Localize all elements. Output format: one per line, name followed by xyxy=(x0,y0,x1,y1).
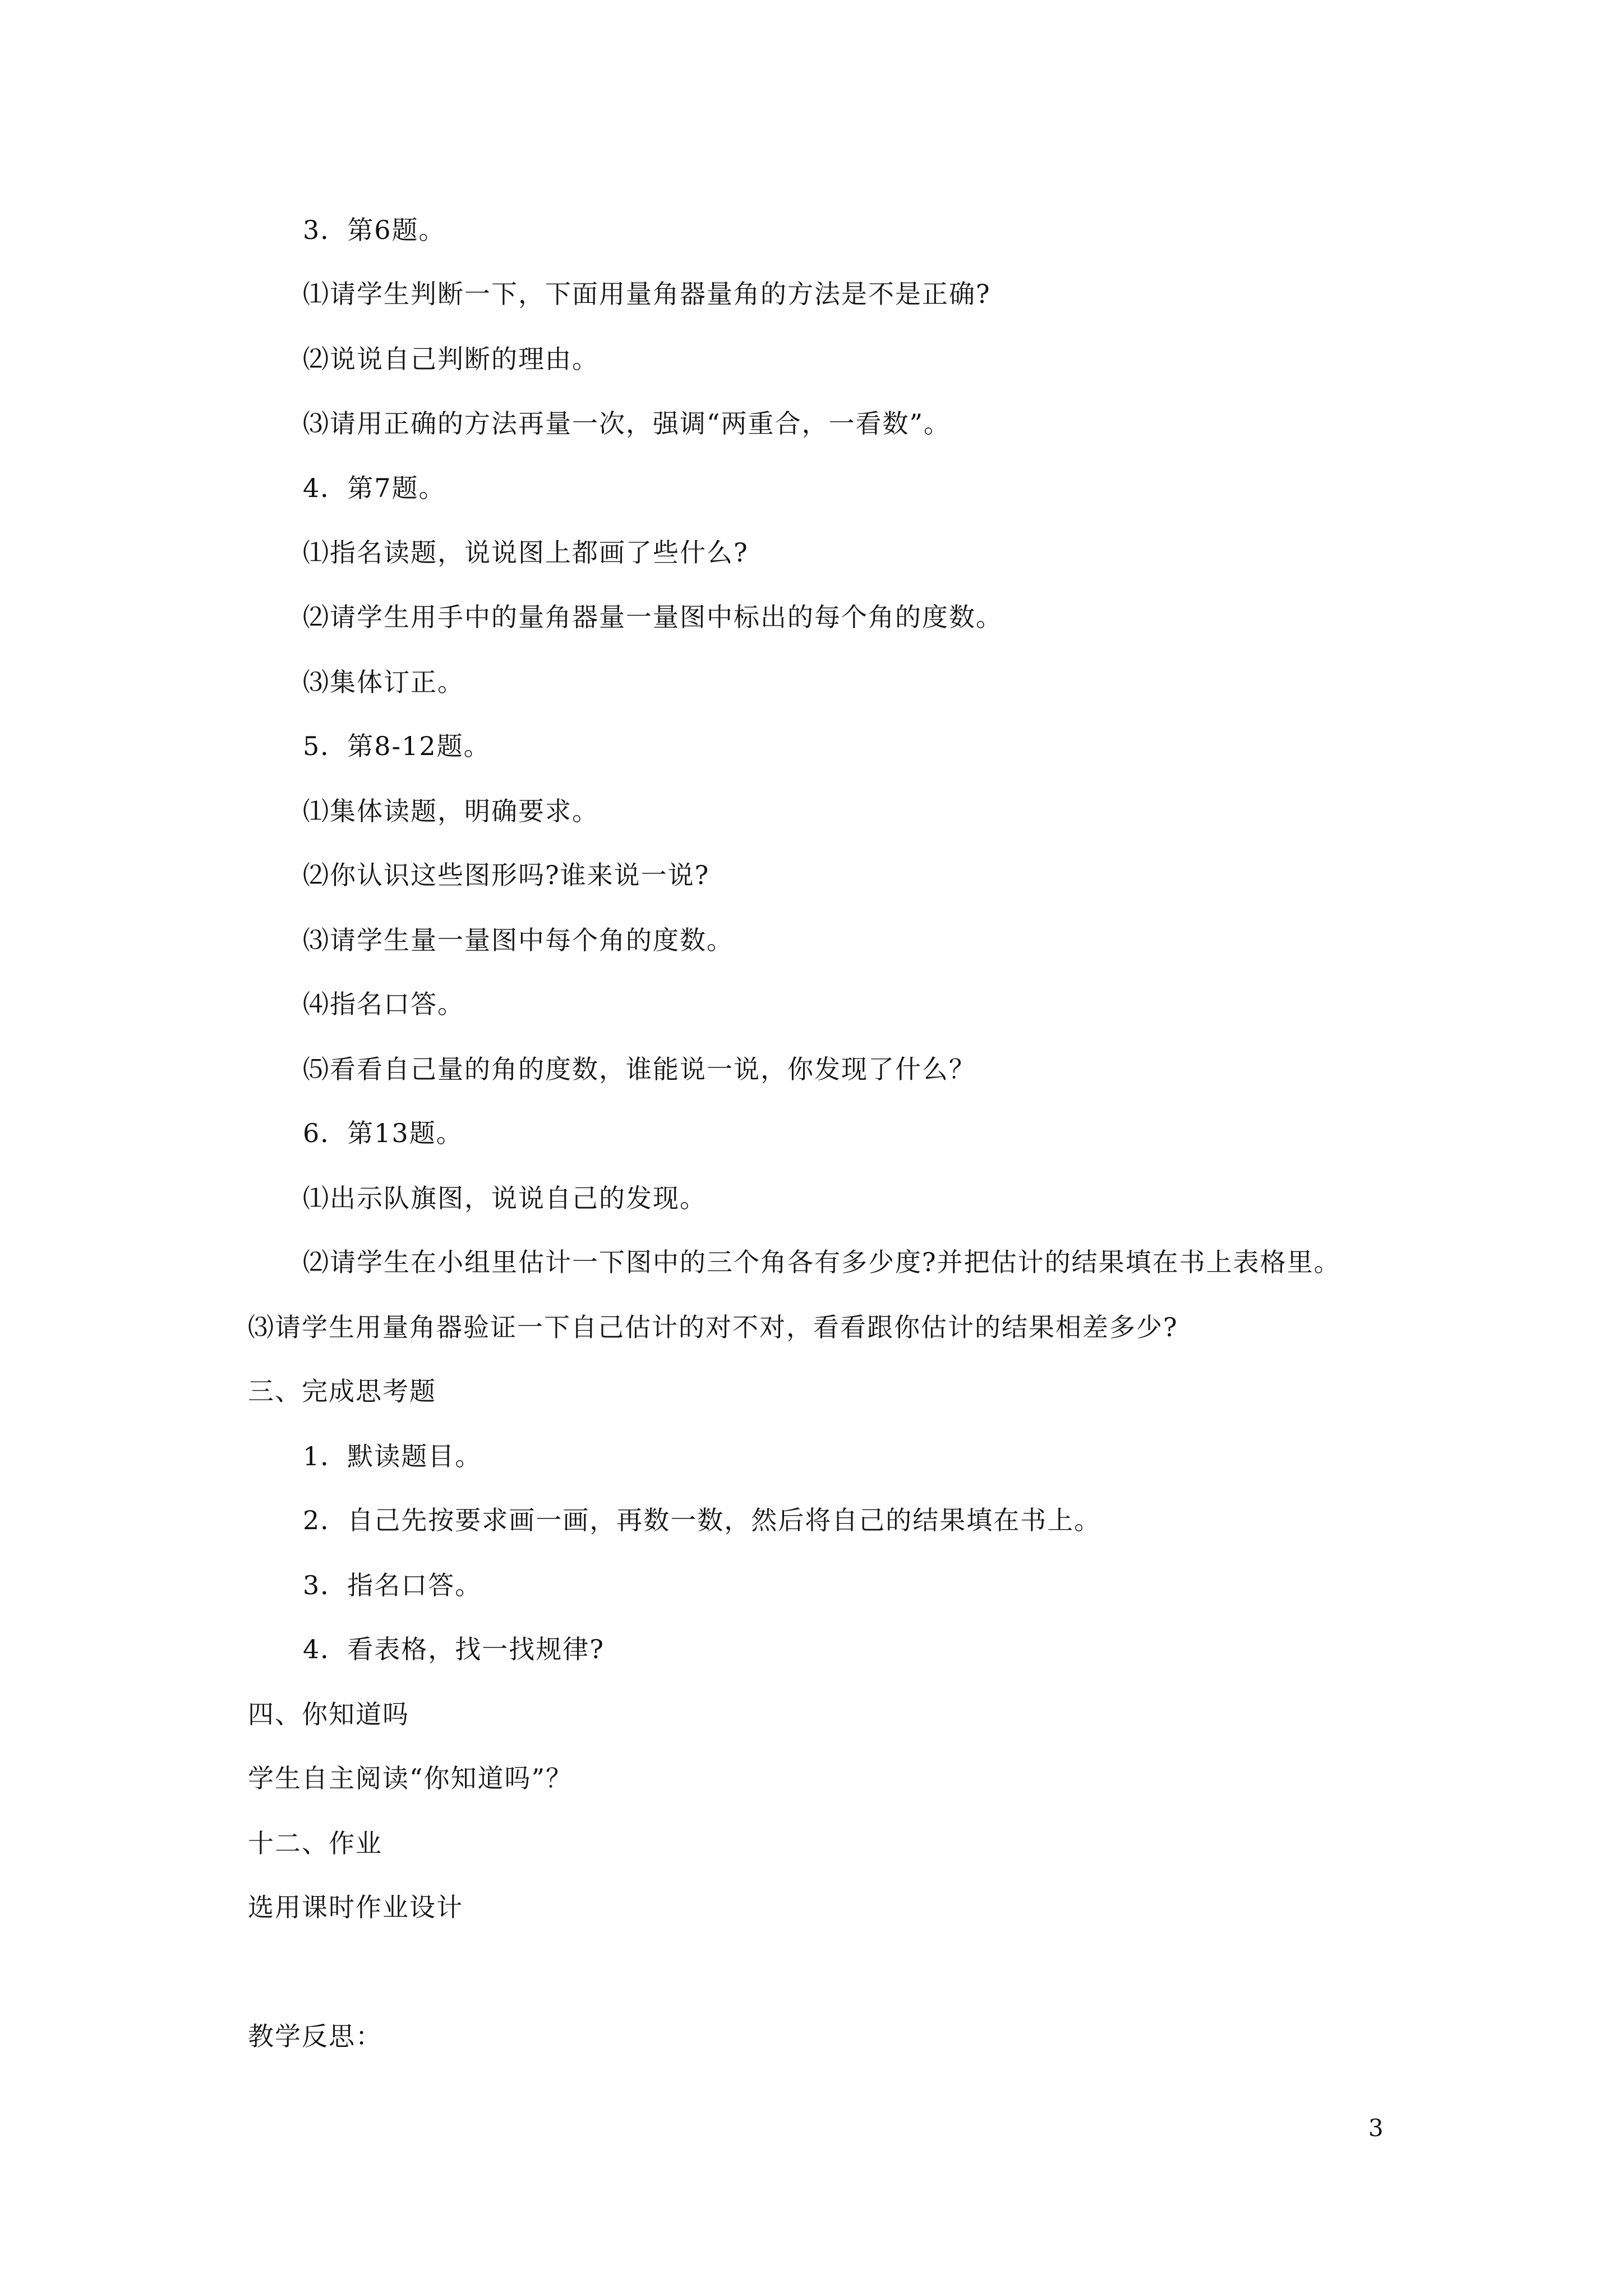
sub-item-5: ⑸看看自己量的角的度数，谁能说一说，你发现了什么？ xyxy=(303,1054,976,1084)
sub-item-2: ⑵请学生在小组里估计一下图中的三个角各有多少度?并把估计的结果填在书上表格里。 xyxy=(303,1247,1341,1277)
step-3: 3．指名口答。 xyxy=(303,1570,482,1600)
sub-item-1: ⑴出示队旗图，说说自己的发现。 xyxy=(303,1183,707,1213)
item-heading-3: 3．第6题。 xyxy=(303,215,446,245)
section-heading-4: 四、你知道吗 xyxy=(248,1699,409,1729)
step-4: 4．看表格，找一找规律? xyxy=(303,1634,605,1664)
sub-item-3: ⑶请用正确的方法再量一次，强调“两重合，一看数”。 xyxy=(303,408,951,439)
item-heading-4: 4．第7题。 xyxy=(303,473,446,503)
sub-item-2: ⑵说说自己判断的理由。 xyxy=(303,344,599,374)
sub-item-3: ⑶请学生量一量图中每个角的度数。 xyxy=(303,925,734,955)
sub-item-1: ⑴指名读题，说说图上都画了些什么? xyxy=(303,537,749,568)
section-heading-12: 十二、作业 xyxy=(248,1828,382,1858)
step-2: 2．自己先按要求画一画，再数一数，然后将自己的结果填在书上。 xyxy=(303,1505,1101,1535)
paragraph: 选用课时作业设计 xyxy=(248,1892,463,1922)
reflection-label: 教学反思： xyxy=(248,2021,382,2051)
sub-item-1: ⑴请学生判断一下，下面用量角器量角的方法是不是正确? xyxy=(303,279,991,309)
page-number: 3 xyxy=(1368,2114,1384,2142)
paragraph: 学生自主阅读“你知道吗”？ xyxy=(248,1763,573,1793)
item-heading-5: 5．第8-12题。 xyxy=(303,731,491,761)
step-1: 1．默读题目。 xyxy=(303,1441,482,1471)
sub-item-3: ⑶集体订正。 xyxy=(303,667,464,697)
sub-item-1: ⑴集体读题，明确要求。 xyxy=(303,796,599,826)
sub-item-2: ⑵请学生用手中的量角器量一量图中标出的每个角的度数。 xyxy=(303,602,1003,632)
sub-item-2: ⑵你认识这些图形吗?谁来说一说? xyxy=(303,860,710,890)
item-heading-6: 6．第13题。 xyxy=(303,1118,463,1148)
sub-item-4: ⑷指名口答。 xyxy=(303,989,464,1019)
sub-item-3: ⑶请学生用量角器验证一下自己估计的对不对，看看跟你估计的结果相差多少? xyxy=(248,1312,1178,1342)
section-heading-3: 三、完成思考题 xyxy=(248,1376,436,1406)
